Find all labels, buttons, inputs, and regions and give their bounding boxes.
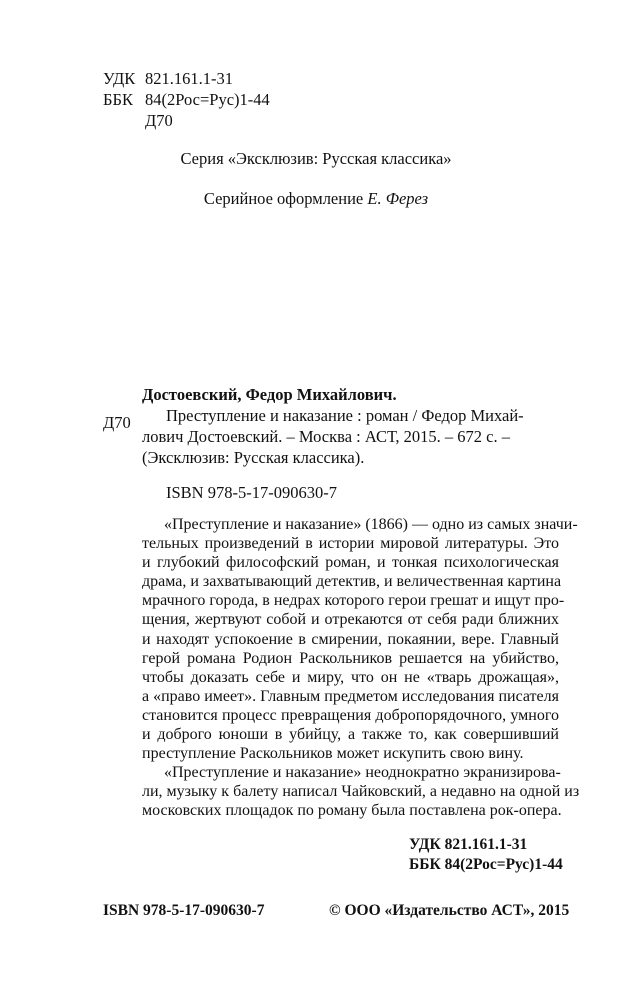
annotation-line: драма, и захватывающий детектив, и величественная картина — [142, 573, 562, 591]
udk-line — [103, 68, 233, 89]
annotation-line: и находят успокоение в смирении, покаянии, вере. Главный — [142, 630, 559, 648]
entry-line-1: Преступление и наказание : роман / Федор Михай- — [166, 406, 524, 425]
udk-value: 821.161.1-31 — [145, 69, 233, 88]
bbk-line — [103, 89, 270, 110]
annotation-paragraph-1 — [142, 515, 578, 763]
annotation-line: московских площадок по роману была поставлена рок-опера. — [142, 802, 562, 820]
annotation-line: и доброго юноши в убийцу, а также то, как совершивший — [142, 726, 559, 744]
entry-isbn: ISBN 978-5-17-090630-7 — [166, 483, 337, 502]
author-mark-entry: Д70 — [103, 413, 131, 432]
annotation-line: мрачного города, в недрах которого герои грешат и ищут про- — [142, 592, 565, 610]
series-line: Серия «Эксклюзив: Русская классика» — [180, 149, 452, 168]
bbk-value: 84(2Рос=Рус)1-44 — [145, 90, 270, 109]
author-heading: Достоевский, Федор Михайлович. — [142, 385, 397, 404]
annotation-line: а «право имеет». Главным предметом исследования писателя — [142, 687, 559, 705]
annotation-line: становится процесс превращения добропорядочного, умного — [142, 706, 559, 724]
annotation-line: чтобы доказать себе и миру, что он не «тварь дрожащая», — [142, 668, 559, 686]
annotation-line: «Преступление и наказание» (1866) — одно из самых значи- — [164, 516, 578, 533]
bottom-udk: УДК 821.161.1-31 — [409, 836, 528, 853]
designer-name: Е. Ферез — [367, 189, 429, 208]
annotation-line: ли, музыку к балету написал Чайковский, а недавно на одной из — [142, 783, 580, 801]
entry-line-3: (Эксклюзив: Русская классика). — [142, 448, 365, 467]
udk-label: УДК — [103, 69, 136, 88]
bbk-label: ББК — [103, 90, 133, 109]
design-credit-text: Серийное оформление — [203, 189, 368, 208]
annotation-paragraph-2 — [142, 763, 580, 820]
annotation-line: преступление Раскольников может искупить свою вину. — [142, 745, 524, 763]
author-mark-top: Д70 — [145, 111, 173, 130]
annotation — [142, 515, 580, 821]
design-credit — [0, 189, 632, 209]
footer-isbn: ISBN 978-5-17-090630-7 — [103, 902, 265, 919]
annotation-line: и глубокий философский роман, и тонкая психологическая — [142, 554, 559, 572]
annotation-line: герой романа Родион Раскольников решается на убийство, — [142, 649, 559, 667]
annotation-line: тельных произведений в истории мировой литературы. Это — [142, 535, 559, 553]
footer-copyright: © ООО «Издательство АСТ», 2015 — [329, 902, 570, 919]
annotation-line: щения, жертвуют собой и отрекаются от себя ради ближних — [142, 611, 559, 629]
annotation-line: «Преступление и наказание» неоднократно экранизирова- — [164, 764, 561, 782]
entry-line-2: лович Достоевский. – Москва : АСТ, 2015. – 672 с. – — [142, 427, 510, 446]
bottom-bbk: ББК 84(2Рос=Рус)1-44 — [409, 856, 563, 873]
